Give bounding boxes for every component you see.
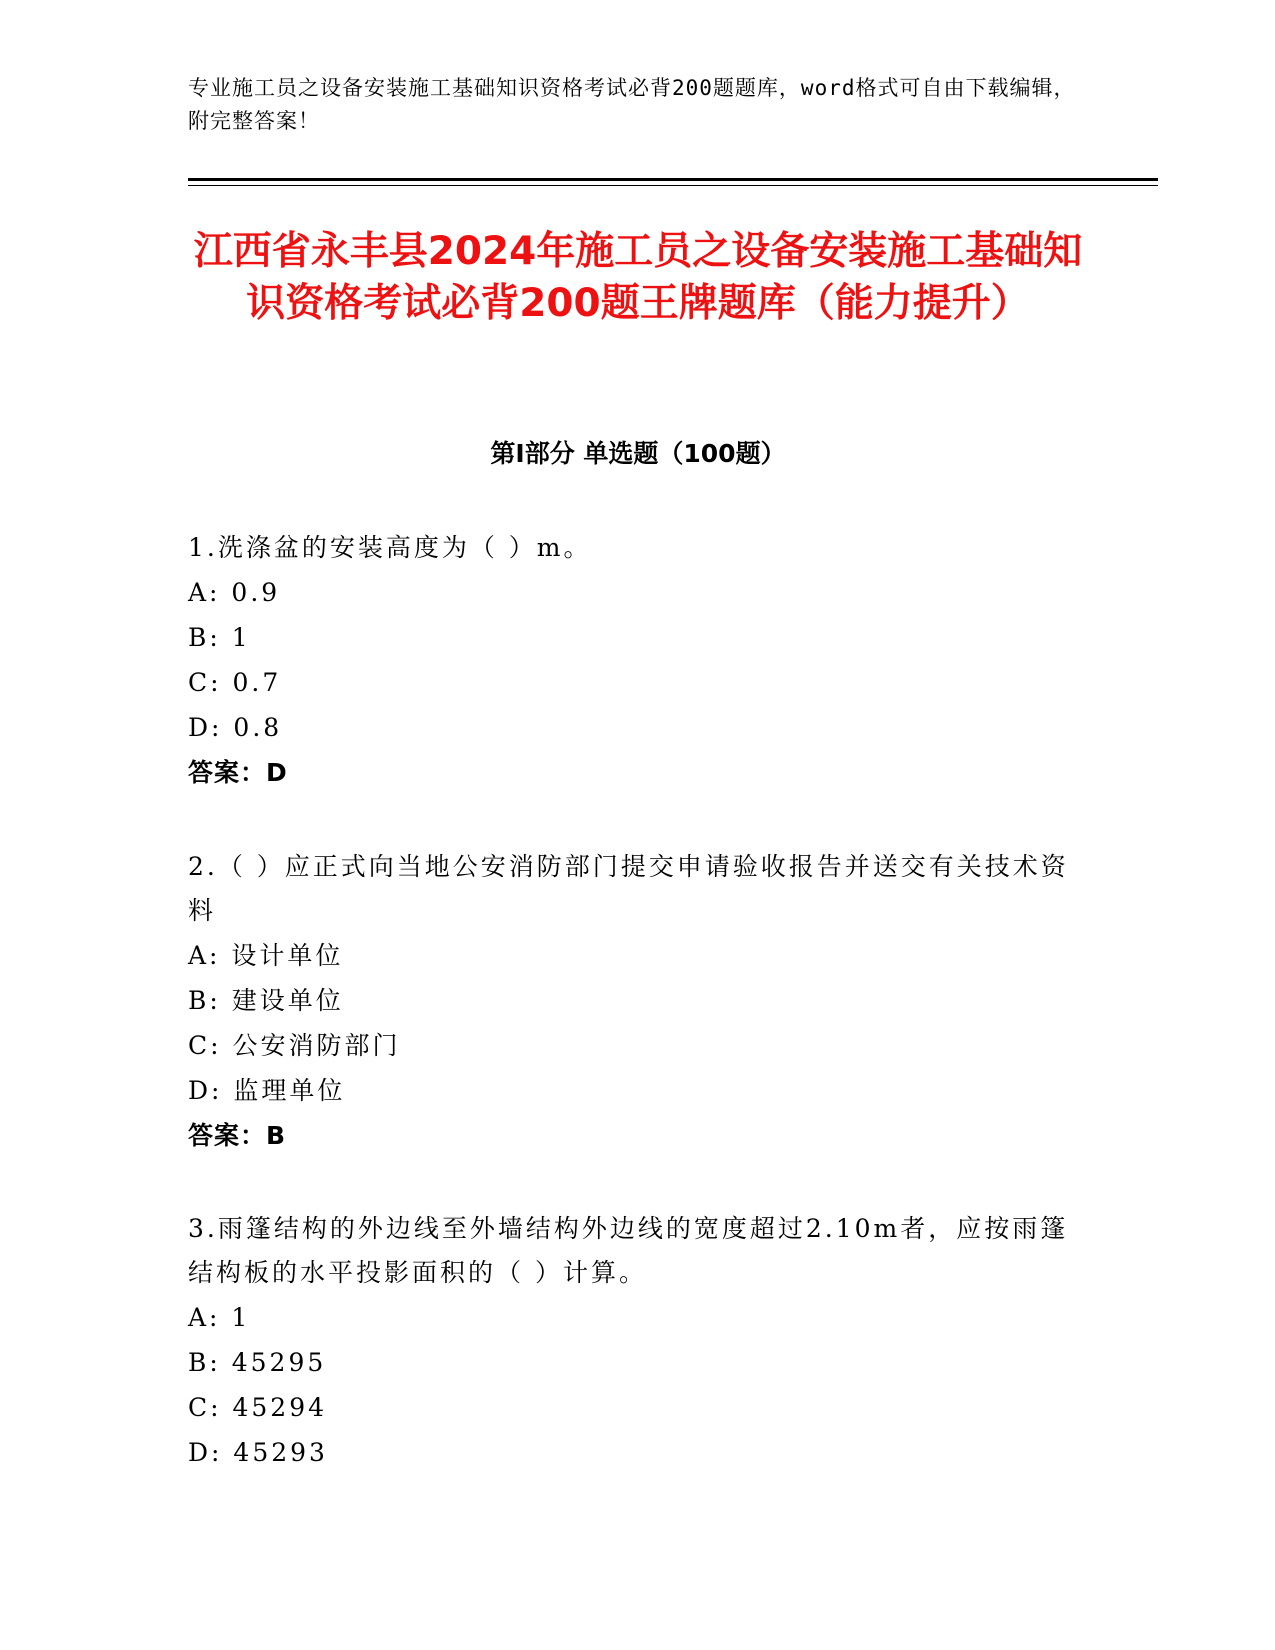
option-b: B: 1	[188, 623, 251, 652]
option-d: D: 0.8	[188, 713, 283, 742]
question-text: 2.（ ）应正式向当地公安消防部门提交申请验收报告并送交有关技术资料	[188, 852, 1069, 925]
answer: 答案：D	[188, 758, 288, 787]
option-c: C: 公安消防部门	[188, 1031, 401, 1060]
option-c: C: 45294	[188, 1393, 328, 1422]
option-a: A: 1	[188, 1303, 251, 1332]
option-b: B: 45295	[188, 1348, 327, 1377]
header-rule-thick	[188, 178, 1158, 181]
header-note: 专业施工员之设备安装施工基础知识资格考试必背200题题库，word格式可自由下载编辑，附完整答案！	[188, 76, 1076, 133]
option-b: B: 建设单位	[188, 986, 344, 1015]
question-text: 1.洗涤盆的安装高度为（ ）m。	[188, 533, 592, 562]
answer: 答案：B	[188, 1121, 287, 1150]
question-1	[188, 526, 1088, 795]
question-text: 3.雨篷结构的外边线至外墙结构外边线的宽度超过2.10m者，应按雨篷结构板的水平投影面积的（ ）计算。	[188, 1214, 1069, 1287]
document-title: 江西省永丰县2024年施工员之设备安装施工基础知识资格考试必背200题王牌题库（能力提升）	[193, 229, 1083, 326]
option-d: D: 45293	[188, 1438, 328, 1467]
option-d: D: 监理单位	[188, 1076, 346, 1105]
question-3	[188, 1207, 1088, 1475]
section-heading: 第I部分 单选题（100题）	[490, 439, 786, 468]
question-2	[188, 845, 1088, 1158]
header-rule-thin	[188, 185, 1158, 186]
option-c: C: 0.7	[188, 668, 282, 697]
option-a: A: 设计单位	[188, 941, 344, 970]
option-a: A: 0.9	[188, 578, 281, 607]
